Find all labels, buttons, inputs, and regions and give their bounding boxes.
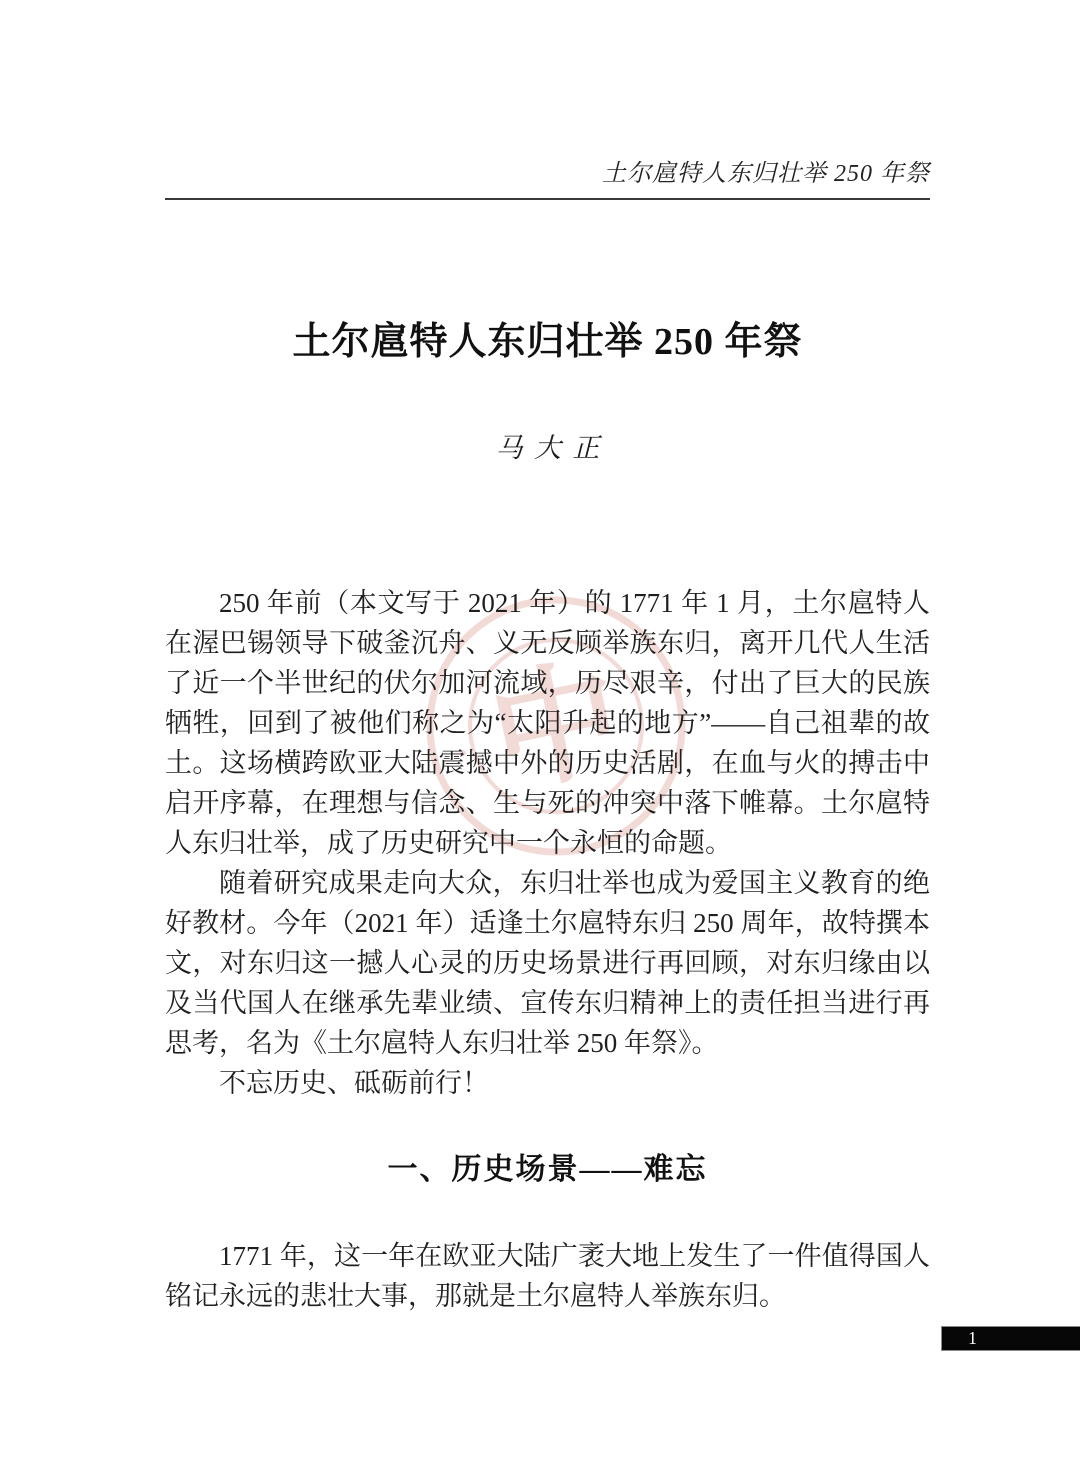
- body-paragraph: 1771 年，这一年在欧亚大陆广袤大地上发生了一件值得国人铭记永远的悲壮大事，那就是土尔扈特人举族东归。: [165, 1241, 930, 1311]
- article-title: 土尔扈特人东归壮举 250 年祭: [292, 321, 803, 363]
- page-number: 1: [968, 1328, 977, 1348]
- article-body: [165, 583, 930, 1316]
- body-paragraph: 250 年前（本文写于 2021 年）的 1771 年 1 月，土尔扈特人在渥巴锡领导下破釜沉舟、义无反顾举族东归，离开几代人生活了近一个半世纪的伏尔加河流域，历尽艰辛，付出了巨大的民族牺牲，回到了被他们称之为“太阳升起的地方”——自己祖辈的故土。这场横跨欧亚大陆震撼中外的历史活剧，在血与火的搏击中启开序幕，在理想与信念、生与死的冲突中落下帷幕。土尔扈特人东归壮举，成了历史研究中一个永恒的命题。: [165, 588, 930, 858]
- running-header: 土尔扈特人东归壮举 250 年祭: [602, 161, 930, 187]
- article-author: 马大正: [495, 433, 611, 463]
- header-rule: [165, 198, 930, 200]
- seal-glyph: 中: [479, 645, 634, 811]
- body-paragraph: 随着研究成果走向大众，东归壮举也成为爱国主义教育的绝好教材。今年（2021 年）适逢土尔扈特东归 250 周年，故特撰本文，对东归这一撼人心灵的历史场景进行再回顾，对东归缘由以及当代国人在继承先辈业绩、宣传东归精神上的责任担当进行再思考，名为《土尔扈特人东归壮举 250 年祭》。: [165, 868, 930, 1058]
- body-paragraph: 不忘历史、砥砺前行！: [219, 1068, 489, 1098]
- page-number-bar: [942, 1327, 1080, 1350]
- section-heading: 一、历史场景——难忘: [387, 1153, 708, 1186]
